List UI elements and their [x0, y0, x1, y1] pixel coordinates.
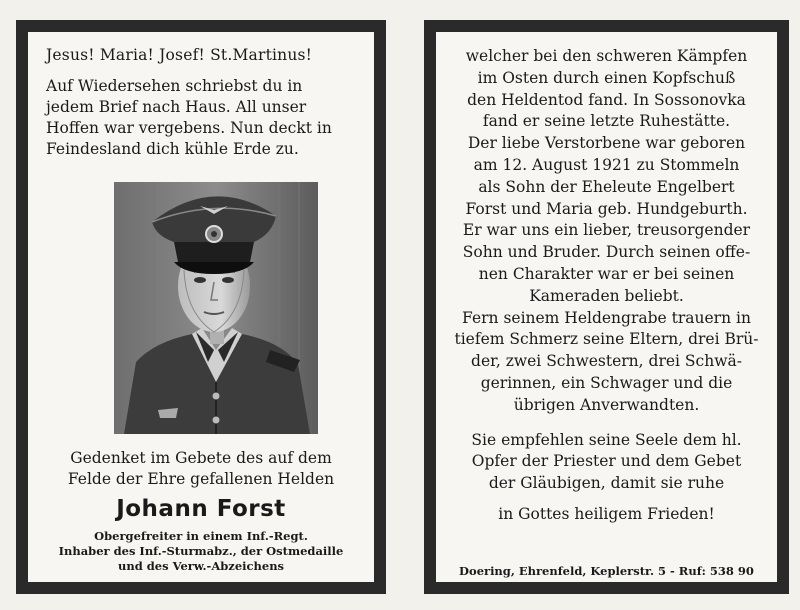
rank-line: Obergefreiter in einem Inf.-Regt. [94, 529, 308, 543]
bio-line: welcher bei den schweren Kämpfen [465, 47, 748, 65]
bio-line: Kameraden beliebt. [529, 286, 684, 305]
peace-line: in Gottes heiligem Frieden! [498, 504, 715, 523]
closing-line: Sie empfehlen seine Seele dem hl. [471, 430, 742, 449]
bio-line: Fern seinem Heldengrabe trauern in [462, 308, 751, 327]
bio-line: am 12. August 1921 zu Stommeln [473, 155, 740, 174]
bio-line: fand er seine letzte Ruhestätte. [482, 112, 731, 131]
rank-and-decorations [28, 529, 374, 574]
rank-line: Inhaber des Inf.-Sturmabz., der Ostmedaille [58, 544, 344, 558]
portrait-photo [114, 182, 318, 434]
poem [46, 76, 356, 160]
bio-line: den Heldentod fand. In Sossonovka [467, 90, 746, 109]
bio-line: gerinnen, ein Schwager und die [480, 373, 733, 392]
closing-line: Opfer der Priester und dem Gebet [471, 452, 742, 471]
deceased-name: Johann Forst [116, 496, 286, 522]
invocation: Jesus! Maria! Josef! St.Martinus! [46, 46, 313, 64]
closing-prayer [448, 430, 765, 495]
bio-line: nen Charakter war er bei seinen [478, 264, 735, 283]
rank-line: und des Verw.-Abzeichens [117, 559, 285, 573]
bio-line: Er war uns ein lieber, treusorgender [462, 221, 751, 240]
biography [448, 46, 765, 417]
memorial-line: Gedenket im Gebete des auf dem [70, 449, 332, 467]
soldier-portrait [114, 182, 318, 434]
bio-line: der, zwei Schwestern, drei Schwä- [471, 352, 742, 371]
poem-line: Auf Wiedersehen schriebst du in [46, 77, 303, 95]
bio-line: als Sohn der Eheleute Engelbert [478, 177, 735, 196]
memorial-line: Felde der Ehre gefallenen Helden [67, 470, 335, 488]
bio-line: Der liebe Verstorbene war geboren [467, 134, 746, 153]
memorial-text [28, 448, 374, 490]
bio-line: übrigen Anverwandten. [513, 395, 700, 414]
memorial-card-left [16, 20, 386, 594]
poem-line: Feindesland dich kühle Erde zu. [46, 140, 299, 158]
memorial-card-right [424, 20, 789, 594]
printer-imprint: Doering, Ehrenfeld, Keplerstr. 5 - Ruf: 538 90 [459, 564, 754, 578]
bio-line: Sohn und Bruder. Durch seinen offe- [462, 243, 751, 262]
bio-line: tiefem Schmerz seine Eltern, drei Brü- [454, 330, 759, 349]
poem-line: Hoffen war vergebens. Nun deckt in [46, 119, 332, 137]
bio-line: Forst und Maria geb. Hundgeburth. [465, 199, 748, 218]
poem-line: jedem Brief nach Haus. All unser [46, 98, 307, 116]
bio-line: im Osten durch einen Kopfschuß [477, 68, 736, 87]
closing-line: der Gläubigen, damit sie ruhe [488, 474, 725, 493]
